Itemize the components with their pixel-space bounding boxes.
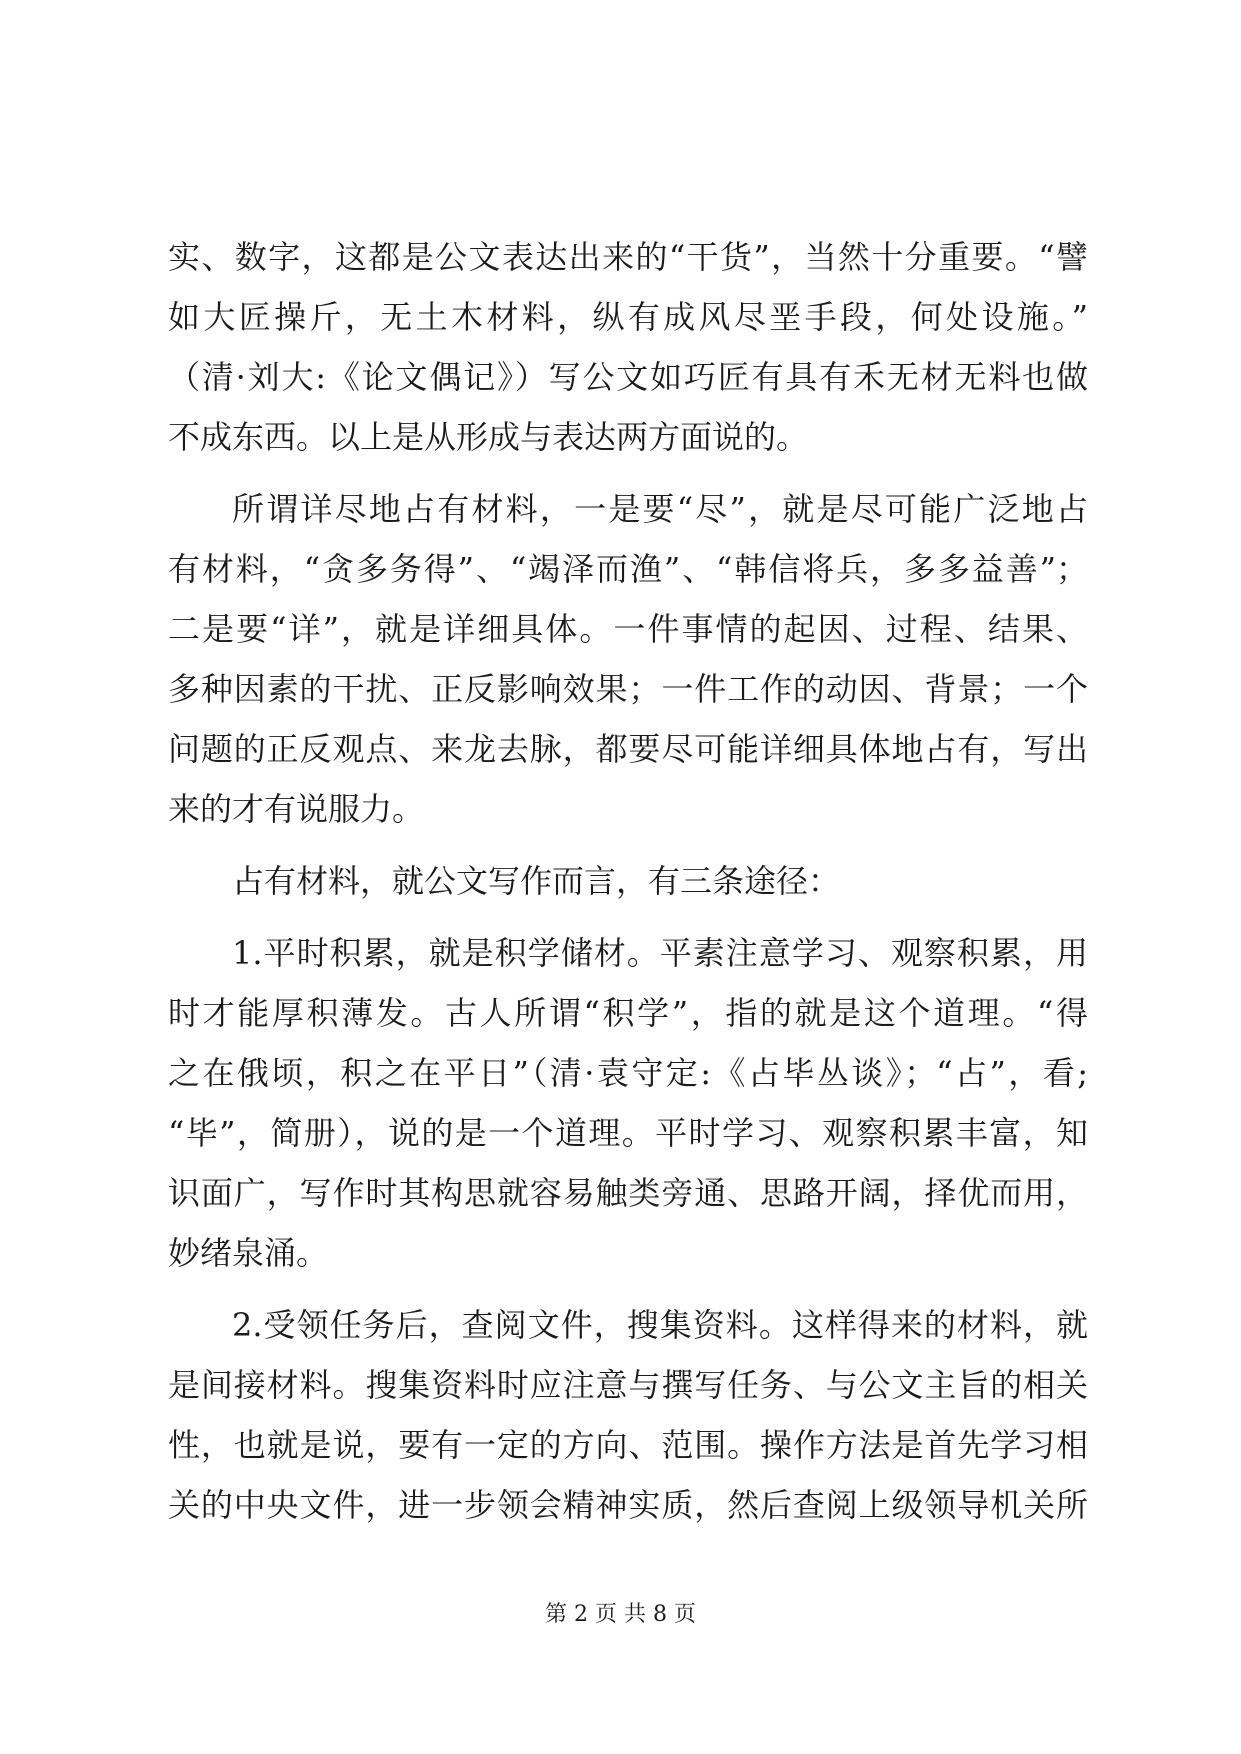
text-line: 二是要“详”，就是详细具体。一件事情的起因、过程、结果、 (168, 610, 1088, 648)
paragraph-3 (168, 851, 1088, 911)
document-body (168, 227, 1088, 1535)
paragraph-2 (168, 479, 1088, 839)
paragraph-1 (168, 227, 1088, 467)
text-line: 关的中央文件，进一步领会精神实质，然后查阅上级领导机关所 (168, 1486, 1088, 1524)
text-line: 如大匠操斤，无土木材料，纵有成风尽垩手段，何处设施。” (168, 298, 1088, 336)
text-line: 实、数字，这都是公文表达出来的“干货”，当然十分重要。“譬 (168, 238, 1088, 276)
text-line: 识面广，写作时其构思就容易触类旁通、思路开阔，择优而用， (168, 1174, 1088, 1212)
text-line: “毕”，简册），说的是一个道理。平时学习、观察积累丰富，知 (168, 1114, 1088, 1152)
text-line: 妙绪泉涌。 (168, 1234, 329, 1272)
text-line: 多种因素的干扰、正反影响效果；一件工作的动因、背景；一个 (168, 670, 1088, 708)
paragraph-4 (168, 923, 1088, 1283)
text-line: 时才能厚积薄发。古人所谓“积学”，指的就是这个道理。“得 (168, 994, 1088, 1032)
text-line: 所谓详尽地占有材料，一是要“尽”，就是尽可能广泛地占 (232, 490, 1088, 528)
text-line: 占有材料，就公文写作而言，有三条途径： (232, 862, 841, 900)
text-line: 问题的正反观点、来龙去脉，都要尽可能详细具体地占有，写出 (168, 730, 1088, 768)
text-line: 2.受领任务后，查阅文件，搜集资料。这样得来的材料，就 (232, 1306, 1088, 1344)
paragraph-5 (168, 1295, 1088, 1535)
text-line: 之在俄顷，积之在平日”（清·袁守定:《占毕丛谈》；“占”，看; (168, 1054, 1088, 1092)
text-line: 不成东西。以上是从形成与表达两方面说的。 (168, 418, 809, 456)
text-line: 性，也就是说，要有一定的方向、范围。操作方法是首先学习相 (168, 1426, 1088, 1464)
text-line: 1.平时积累，就是积学储材。平素注意学习、观察积累，用 (232, 934, 1088, 972)
text-line: 有材料，“贪多务得”、“竭泽而渔”、“韩信将兵，多多益善”； (168, 550, 1088, 588)
page-number-footer: 第 2 页 共 8 页 (545, 1602, 696, 1627)
text-line: 是间接材料。搜集资料时应注意与撰写任务、与公文主旨的相关 (168, 1366, 1088, 1404)
text-line: 来的才有说服力。 (168, 790, 425, 828)
text-line: （清·刘大:《论文偶记》）写公文如巧匠有具有禾无材无料也做 (168, 358, 1088, 396)
